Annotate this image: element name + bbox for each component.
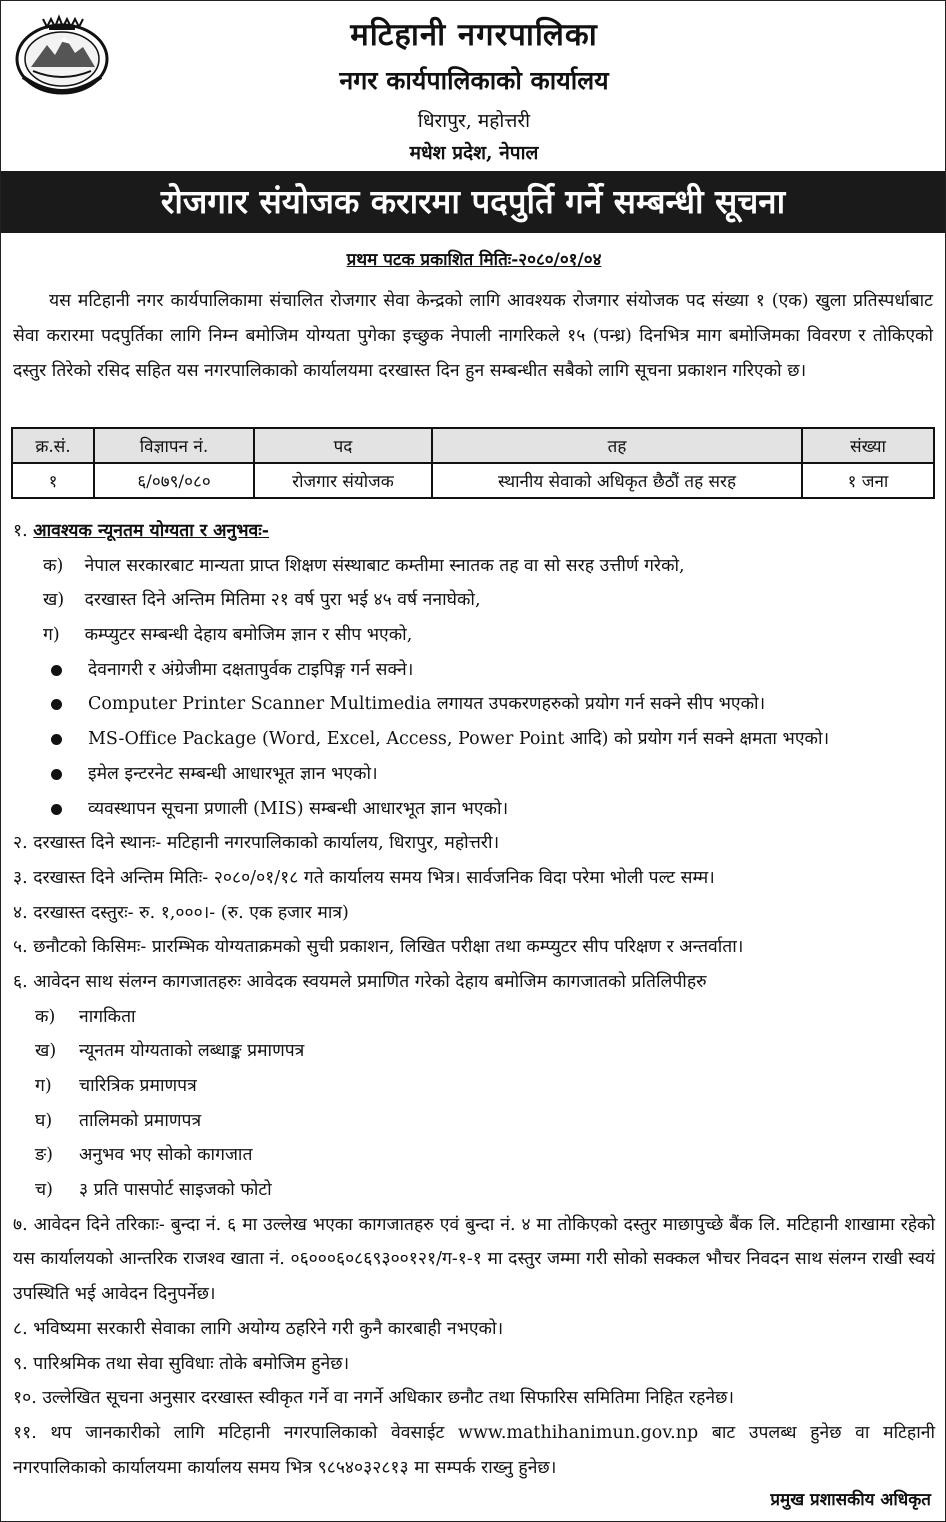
section-number: १. <box>13 521 28 541</box>
point-application-place: २. दरखास्त दिने स्थानः- मटिहानी नगरपालिकाको कार्यालय, धिरापुर, महोत्तरी। <box>13 833 500 854</box>
list-item <box>13 1000 935 1035</box>
item-label: घ) <box>35 1110 53 1131</box>
signature-title: प्रमुख प्रशासकीय अधिकृत <box>770 1490 931 1510</box>
item-text: ३ प्रति पासपोर्ट साइजको फोटो <box>79 1180 272 1201</box>
item-label: ख) <box>35 1041 57 1062</box>
office-name: नगर कार्यपालिकाको कार्यालय <box>339 66 609 95</box>
item-label: ख) <box>43 590 65 611</box>
item-text: नागकिता <box>79 1006 136 1027</box>
item-text: नेपाल सरकारबाट मान्यता प्राप्त शिक्षण संस्थाबाट कम्तीमा स्नातक तह वा सो सरह उत्तीर्ण गरेको, <box>84 555 685 576</box>
bullet-text: देवनागरी र अंग्रेजीमा दक्षतापुर्वक टाइपिङ्ग गर्न सक्ने। <box>88 659 414 680</box>
section-qualification-heading <box>13 514 935 549</box>
item-label: ग) <box>35 1076 52 1096</box>
published-date <box>1 247 946 270</box>
list-item <box>13 583 935 618</box>
list-item <box>13 549 935 584</box>
bullet-icon <box>51 734 62 745</box>
point-selection-method: ५. छनौटको किसिमः- प्रारम्भिक योग्यताक्रमको सुची प्रकाशन, लिखित परीक्षा तथा कम्प्युटर सीप परिक्षण र अन्तर्वाता। <box>13 937 744 958</box>
col-level: तह <box>432 428 802 463</box>
item-text: अनुभव भए सोको कागजात <box>79 1145 253 1166</box>
bullet-icon <box>51 665 62 676</box>
point-fee: ४. दरखास्त दस्तुरः- रु. १,०००।- (रु. एक हजार मात्र) <box>13 902 349 923</box>
bullet-item <box>13 792 935 827</box>
bullet-icon <box>51 804 62 815</box>
letterhead <box>1 1 945 171</box>
col-count: संख्या <box>802 428 934 463</box>
list-item <box>13 1138 935 1173</box>
list-item <box>13 1173 935 1208</box>
item-text: चारित्रिक प्रमाणपत्र <box>79 1076 197 1096</box>
point-documents: ६. आवेदन साथ संलग्न कागजातहरुः आवेदक स्वयमले प्रमाणित गरेको देहाय बमोजिम कागजातको प्रतिलिपीहरु <box>13 971 707 992</box>
bullet-item <box>13 687 935 722</box>
intro-paragraph: यस मटिहानी नगर कार्यपालिकामा संचालित रोजगार सेवा केन्द्रको लागि आवश्यक रोजगार संयोजक पद संख्या १ (एक) खुला प्रतिस्पर्धाबाट सेवा करारमा पदपुर्तिका लागि निम्न बमोजिम योग्यता पुगेका इच्छुक नेपाली नागरिकले १५ (पन्ध्र) दिनभित्र माग बमोजिमका विवरण र तोकिएको दस्तुर तिरेको रसिद सहित यस नगरपालिकाको कार्यालयमा दरखास्त दिन हुन सम्बन्धीत सबैको लागि सूचना प्रकाशन गरिएको छ। <box>13 291 933 381</box>
bullet-text: इमेल इन्टरनेट सम्बन्धी आधारभूत ज्ञान भएको। <box>88 763 378 784</box>
item-text: तालिमको प्रमाणपत्र <box>79 1110 202 1131</box>
bullet-icon <box>51 769 62 780</box>
bullet-item <box>13 722 935 757</box>
vacancy-table <box>11 427 935 499</box>
section-title: आवश्यक न्यूनतम योग्यता र अनुभवः- <box>33 521 270 541</box>
province-country: मधेश प्रदेश, नेपाल <box>409 142 539 164</box>
published-date-text: प्रथम पटक प्रकाशित मितिः-२०८०/०१/०४ <box>346 250 602 270</box>
item-label: ङ) <box>35 1145 53 1166</box>
cell-ad-number: ६/०७९/०८० <box>94 463 254 498</box>
cell-count: १ जना <box>802 463 934 498</box>
list-item <box>13 1069 935 1104</box>
item-text: दरखास्त दिने अन्तिम मितिमा २१ वर्ष पुरा भई ४५ वर्ष ननाघेको, <box>84 590 481 611</box>
item-label: क) <box>43 555 64 576</box>
cell-post: रोजगार संयोजक <box>254 463 432 498</box>
item-text: कम्प्युटर सम्बन्धी देहाय बमोजिम ज्ञान र सीप भएको, <box>84 625 413 646</box>
cell-level: स्थानीय सेवाको अधिकृत छैठौं तह सरह <box>432 463 802 498</box>
point-committee-authority: १०. उल्लेखित सूचना अनुसार दरखास्त स्वीकृत गर्ने वा नगर्ने अधिकार छनौट तथा सिफारिस समितिमा निहित रहनेछ। <box>13 1388 734 1409</box>
bullet-item <box>13 653 935 688</box>
point-deadline: ३. दरखास्त दिने अन्तिम मितिः- २०८०/०१/१८ गते कार्यालय समय भित्र। सार्वजनिक विदा परेमा भोली पल्ट सम्म। <box>13 867 715 888</box>
cell-serial: १ <box>12 463 94 498</box>
bullet-text: व्यवस्थापन सूचना प्रणाली (MIS) सम्बन्धी आधारभूत ज्ञान भएको। <box>88 798 509 819</box>
list-item <box>13 618 935 653</box>
notice-title: रोजगार संयोजक करारमा पदपुर्ति गर्ने सम्बन्धी सूचना <box>1 171 945 233</box>
item-label: च) <box>35 1180 53 1201</box>
table-header-row <box>12 428 934 463</box>
bullet-icon <box>51 699 62 710</box>
bullet-text: MS-Office Package (Word, Excel, Access, Power Point आदि) को प्रयोग गर्न सक्ने क्षमता भएको। <box>88 729 830 750</box>
notice-body <box>13 514 935 1485</box>
point-no-disqualification: ८. भविष्यमा सरकारी सेवाका लागि अयोग्य ठहरिने गरी कुनै कारबाही नभएको। <box>13 1318 504 1339</box>
point-remuneration: ९. पारिश्रमिक तथा सेवा सुविधाः तोके बमोजिम हुनेछ। <box>13 1353 350 1374</box>
municipality-name: मटिहानी नगरपालिका <box>350 17 598 53</box>
col-ad-number: विज्ञापन नं. <box>94 428 254 463</box>
col-post: पद <box>254 428 432 463</box>
bullet-text: Computer Printer Scanner Multimedia लगायत उपकरणहरुको प्रयोग गर्न सक्ने सीप भएको। <box>88 694 766 715</box>
office-address: धिरापुर, महोत्तरी <box>417 110 531 132</box>
list-item <box>13 1034 935 1069</box>
list-item <box>13 1104 935 1139</box>
col-serial: क्र.सं. <box>12 428 94 463</box>
bullet-item <box>13 757 935 792</box>
item-label: ग) <box>43 625 60 646</box>
table-row <box>12 463 934 498</box>
point-more-info: ११. थप जानकारीको लागि मटिहानी नगरपालिकाको वेवसाईट www.mathihanimun.gov.np बाट उपलब्ध हुनेछ वा मटिहानी नगरपालिकाको कार्यालयमा कार्यालय समय भित्र ९८५४०३२८१३ मा सम्पर्क राख्नु हुनेछ। <box>13 1422 935 1478</box>
item-text: न्यूनतम योग्यताको लब्धाङ्क प्रमाणपत्र <box>79 1041 305 1062</box>
point-application-method: ७. आवेदन दिने तरिकाः- बुन्दा नं. ६ मा उल्लेख भएका कागजातहरु एवं बुन्दा नं. ४ मा तोकिएको दस्तुर माछापुच्छे बैंक लि. मटिहानी शाखामा रहेको यस कार्यालयको आन्तरिक राजश्व खाता नं. ०६०००६०८६९३००१२१/ग-१-१ मा दस्तुर जम्मा गरी सोको सक्कल भौचर निवदन साथ संलग्न राखी स्वयं उपस्थिति भई आवेदन दिनुपर्नेछ। <box>13 1214 935 1305</box>
item-label: क) <box>35 1006 56 1027</box>
